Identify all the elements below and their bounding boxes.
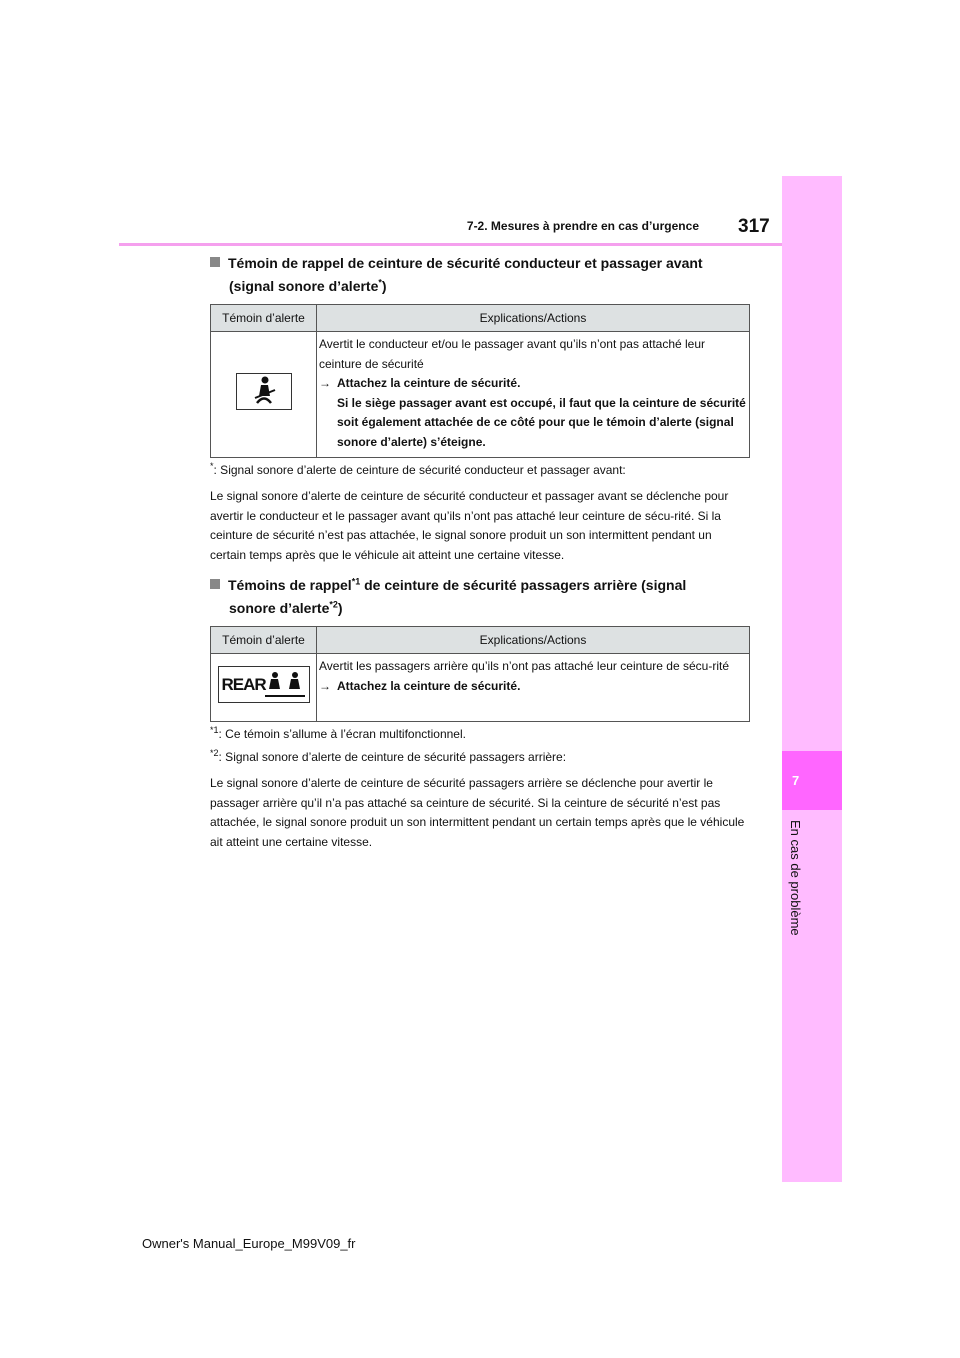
page-number: 317 <box>738 216 770 237</box>
warning-table-front <box>210 304 750 458</box>
col-header: Témoin d’alerte <box>211 627 317 654</box>
col-header: Explications/Actions <box>317 305 750 332</box>
paragraph: Le signal sonore d’alerte de ceinture de sécurité passagers arrière se déclenche pour avertir le passager arrière qu’il n’a pas attaché sa ceinture de sécurité. Si la ceinture de sécurité n’est pas attachée, le signal sonore produit un son intermittent pendant un certain temps après que le véhicule ait atteint une certaine vitesse. <box>210 776 745 849</box>
chapter-number: 7 <box>792 773 800 788</box>
footer: Owner's Manual_Europe_M99V09_fr <box>142 1236 356 1251</box>
paragraph: Le signal sonore d’alerte de ceinture de sécurité conducteur et passager avant se déclenche pour avertir le conducteur et le passager avant qu’ils n’ont pas attaché leur ceinture de sécu-rité. Si la ceinture de sécurité n’est pas attachée, le signal sonore produit un son intermittent pendant un certain temps après que le véhicule ait atteint une certaine vitesse. <box>210 489 729 562</box>
footnote: *: Signal sonore d’alerte de ceinture de sécurité conducteur et passager avant: <box>210 461 626 477</box>
chapter-sidebar <box>782 176 842 1182</box>
col-header: Témoin d’alerte <box>211 305 317 332</box>
square-bullet-icon <box>210 579 220 589</box>
square-bullet-icon <box>210 257 220 267</box>
chapter-tab <box>782 751 842 810</box>
explanation-cell: Avertit les passagers arrière qu’ils n’ont pas attaché leur ceinture de sécu-rité → Attachez la ceinture de sécurité. <box>317 654 750 722</box>
seatbelt-icon <box>236 373 292 410</box>
warning-table-rear <box>210 626 750 722</box>
section2-title: Témoins de rappel$^{*1}$ de ceinture de sécurité passagers arrière (signal sonore d’alerte$^{*2}$) <box>210 574 740 620</box>
warning-light-cell <box>211 654 317 722</box>
section-header: 7-2. Mesures à prendre en cas d’urgence <box>466 219 699 233</box>
rear-seatbelt-icon: REAR <box>218 666 310 703</box>
chapter-title: En cas de problème <box>788 820 803 936</box>
section1-title: Témoin de rappel de ceinture de sécurité conducteur et passager avant (signal sonore d’alerte*) <box>210 252 740 298</box>
col-header: Explications/Actions <box>317 627 750 654</box>
footnote: $^{*1}$: Ce témoin s’allume à l’écran multifonctionnel. <box>210 725 466 741</box>
header-rule <box>119 243 782 246</box>
warning-light-cell <box>211 332 317 458</box>
explanation-cell: Avertit le conducteur et/ou le passager avant qu’ils n’ont pas attaché leur ceinture de sécurité → Attachez la ceinture de sécurité. Si le siège passager avant est occupé, il faut que la ceinture de sécurité soit également attachée de ce côté pour que le témoin d’alerte (signal sonore d’alerte) s’éteigne. <box>317 332 750 458</box>
footnote: $^{*2}$: Signal sonore d’alerte de ceinture de sécurité passagers arrière: <box>210 748 567 764</box>
